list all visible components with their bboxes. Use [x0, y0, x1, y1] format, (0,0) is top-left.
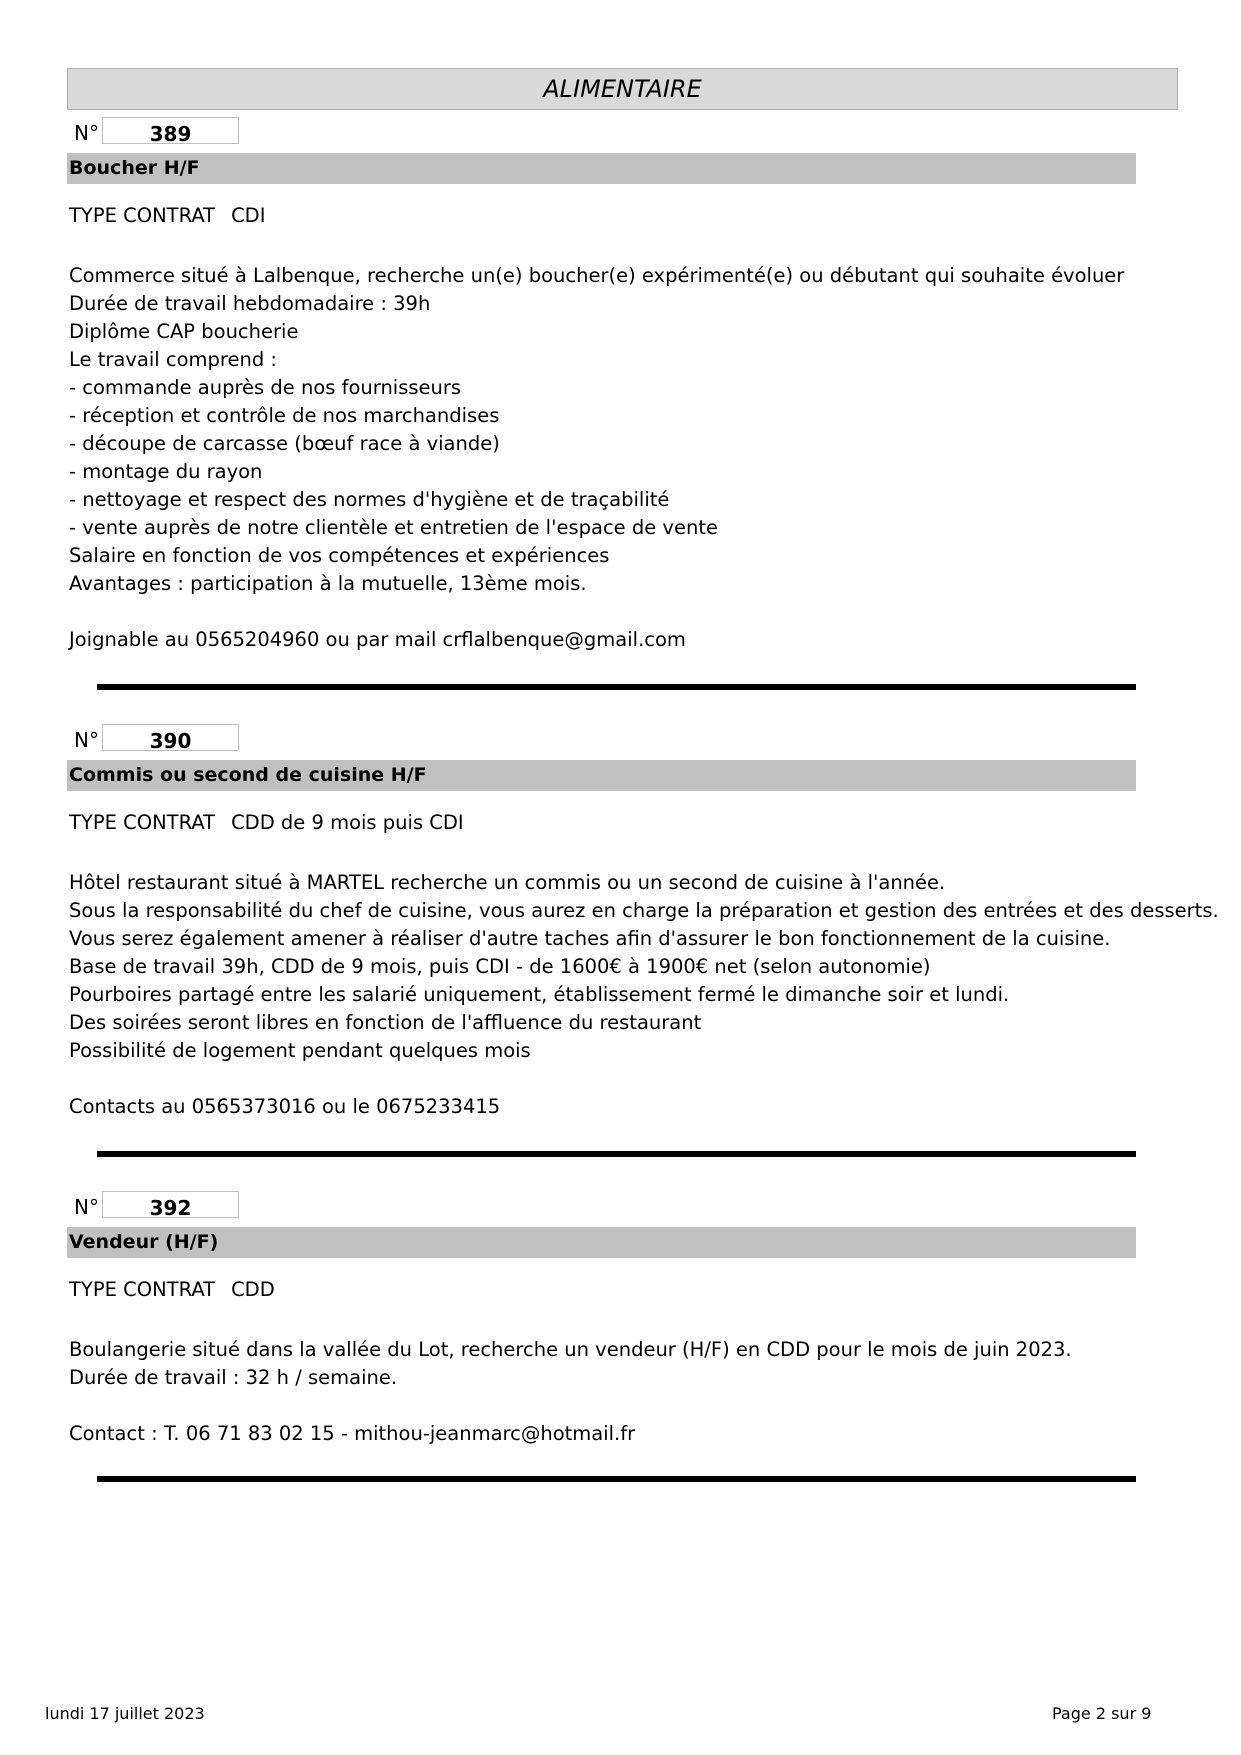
footer-date: lundi 17 juillet 2023 — [45, 1704, 205, 1723]
description-line: Salaire en fonction de vos compétences et expériences — [69, 544, 610, 567]
offer-contract — [69, 202, 265, 230]
description-line: Pourboires partagé entre les salarié uniquement, établissement fermé le dimanche soir et lundi. — [69, 983, 1010, 1006]
offer-contract — [69, 809, 464, 837]
description-line: Boulangerie situé dans la vallée du Lot, recherche un vendeur (H/F) en CDD pour le mois de juin 2023. — [69, 1338, 1072, 1361]
offer-number-label: N° — [74, 121, 99, 145]
contract-label: TYPE CONTRAT — [69, 1278, 216, 1301]
offer-title: Vendeur (H/F) — [67, 1227, 1136, 1258]
contract-value: CDI — [231, 204, 266, 227]
contract-label: TYPE CONTRAT — [69, 204, 216, 227]
description-line: Base de travail 39h, CDD de 9 mois, puis CDI - de 1600€ à 1900€ net (selon autonomie) — [69, 955, 931, 978]
offer-title: Commis ou second de cuisine H/F — [67, 760, 1136, 791]
offer-contact: Contact : T. 06 71 83 02 15 - mithou-jeanmarc@hotmail.fr — [69, 1422, 636, 1445]
description-line: - découpe de carcasse (bœuf race à viande) — [69, 432, 500, 455]
contract-value: CDD de 9 mois puis CDI — [231, 811, 464, 834]
section-title: ALIMENTAIRE — [67, 68, 1178, 110]
offer-number-label: N° — [74, 728, 99, 752]
description-line: Vous serez également amener à réaliser d'autre taches afin d'assurer le bon fonctionnement de la cuisine. — [69, 927, 1111, 950]
offer-description — [69, 262, 1124, 598]
offer-number: 390 — [102, 724, 239, 751]
section-divider — [97, 1151, 1136, 1157]
description-line: Avantages : participation à la mutuelle, 13ème mois. — [69, 572, 587, 595]
description-line: Le travail comprend : — [69, 348, 277, 371]
section-divider — [97, 684, 1136, 690]
description-line: Durée de travail : 32 h / semaine. — [69, 1366, 398, 1389]
offer-description — [69, 1336, 1072, 1392]
offer-number-label: N° — [74, 1195, 99, 1219]
description-line: - réception et contrôle de nos marchandises — [69, 404, 500, 427]
description-line: Des soirées seront libres en fonction de l'affluence du restaurant — [69, 1011, 702, 1034]
description-line: - montage du rayon — [69, 460, 263, 483]
description-line: Hôtel restaurant situé à MARTEL recherche un commis ou un second de cuisine à l'année. — [69, 871, 946, 894]
offer-title: Boucher H/F — [67, 153, 1136, 184]
description-line: Durée de travail hebdomadaire : 39h — [69, 292, 431, 315]
description-line: Sous la responsabilité du chef de cuisine, vous aurez en charge la préparation et gestion des entrées et des desserts. — [69, 899, 1219, 922]
offer-number: 392 — [102, 1191, 239, 1218]
section-divider — [97, 1476, 1136, 1482]
description-line: Commerce situé à Lalbenque, recherche un(e) boucher(e) expérimenté(e) ou débutant qui souhaite évoluer — [69, 264, 1125, 287]
offer-number: 389 — [102, 117, 239, 144]
offer-contract — [69, 1276, 275, 1304]
description-line: Diplôme CAP boucherie — [69, 320, 299, 343]
description-line: - vente auprès de notre clientèle et entretien de l'espace de vente — [69, 516, 718, 539]
footer-page-number: Page 2 sur 9 — [1052, 1704, 1152, 1723]
offer-contact: Joignable au 0565204960 ou par mail crflalbenque@gmail.com — [69, 628, 686, 651]
contract-label: TYPE CONTRAT — [69, 811, 216, 834]
description-line: - nettoyage et respect des normes d'hygiène et de traçabilité — [69, 488, 670, 511]
offer-contact: Contacts au 0565373016 ou le 0675233415 — [69, 1095, 501, 1118]
description-line: - commande auprès de nos fournisseurs — [69, 376, 462, 399]
description-line: Possibilité de logement pendant quelques mois — [69, 1039, 531, 1062]
contract-value: CDD — [231, 1278, 275, 1301]
offer-description — [69, 869, 1219, 1065]
